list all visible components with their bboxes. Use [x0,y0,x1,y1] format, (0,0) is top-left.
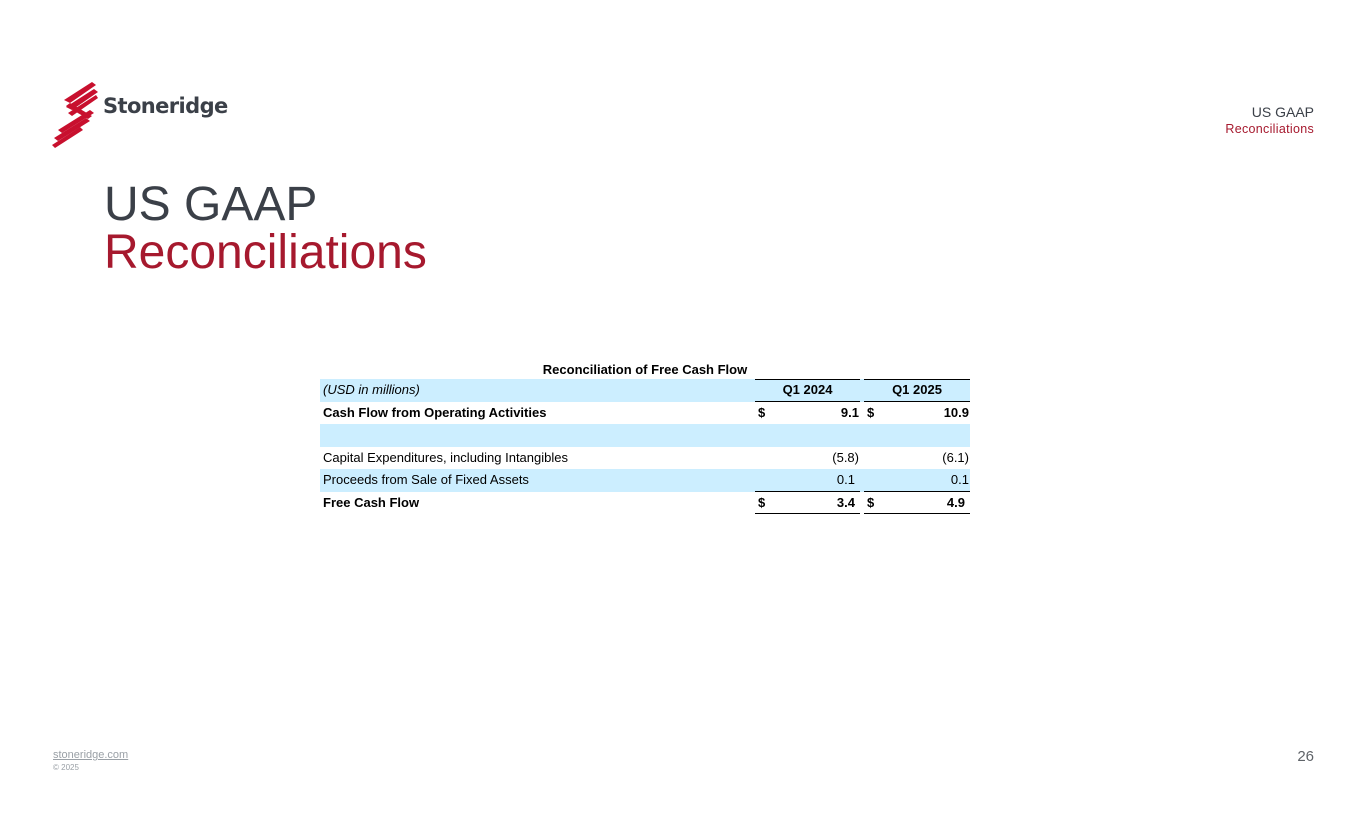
section-header-title: US GAAP [1251,104,1314,120]
table-row-spacer [320,424,970,447]
stoneridge-stripes-icon [50,80,110,150]
row-label: Cash Flow from Operating Activities [323,404,547,420]
section-header [1225,104,1314,137]
currency-symbol: $ [758,404,766,420]
value-q1-2024: 9.1 [840,404,859,420]
total-rule [864,513,970,515]
table-title: Reconciliation of Free Cash Flow [542,362,748,377]
free-cash-flow-table [320,360,970,514]
company-logo [50,80,228,150]
currency-symbol: $ [867,494,875,510]
value-q1-2024: 0.1 [836,472,855,487]
value-q1-2024: 3.4 [836,494,855,510]
logo-wordmark: Stoneridge [103,94,228,118]
row-label: Free Cash Flow [323,494,420,510]
value-q1-2025: 10.9 [943,404,969,420]
table-row [320,402,970,425]
row-label: Proceeds from Sale of Fixed Assets [323,472,529,487]
total-rule [755,513,860,515]
value-q1-2025: 4.9 [946,494,965,510]
value-q1-2025: (6.1) [942,449,969,465]
page-title [104,178,427,279]
units-label: (USD in millions) [323,382,420,397]
page-number: 26 [1297,748,1314,765]
column-header-q1-2024: Q1 2024 [782,382,833,397]
table-row [320,447,970,470]
currency-symbol: $ [758,494,766,510]
copyright: © 2025 [53,763,79,772]
website-link[interactable]: stoneridge.com [53,749,129,761]
value-q1-2025: 0.1 [950,472,969,487]
column-header-q1-2025: Q1 2025 [892,382,942,397]
row-label: Capital Expenditures, including Intangibles [323,449,568,465]
footer [53,749,128,774]
value-q1-2024: (5.8) [832,449,859,465]
page-title-line2: Reconciliations [104,226,427,279]
header-rule [864,379,970,380]
section-header-subtitle: Reconciliations [1225,122,1314,136]
table-row [320,469,970,492]
header-rule [755,379,860,380]
currency-symbol: $ [867,404,875,420]
page-title-line1: US GAAP [104,178,318,231]
table-row-total [320,492,970,515]
table-header-row [320,379,970,402]
